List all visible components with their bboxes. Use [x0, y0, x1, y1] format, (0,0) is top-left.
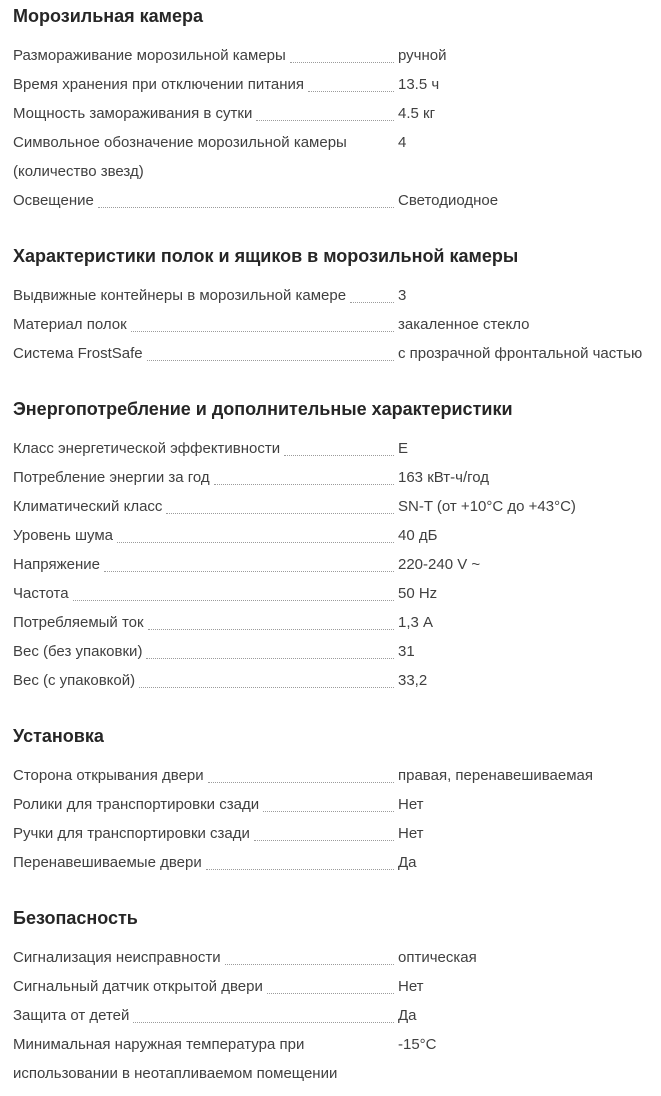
spec-label: Потребление энергии за год: [13, 469, 210, 486]
spec-label-cell: [13, 790, 398, 819]
spec-label: Сигнализация неисправности: [13, 949, 221, 966]
spec-value: правая, перенавешиваемая: [398, 767, 593, 784]
spec-label-cell: [13, 521, 398, 550]
spec-value: с прозрачной фронтальной частью: [398, 345, 643, 362]
spec-label-cell: [13, 281, 398, 310]
spec-label-cell: [13, 492, 398, 521]
spec-label: Перенавешиваемые двери: [13, 854, 202, 871]
dotted-leader: [146, 658, 394, 659]
dotted-leader: [290, 62, 394, 63]
spec-label: Время хранения при отключении питания: [13, 76, 305, 93]
spec-label-cell: [13, 186, 398, 215]
spec-value: Да: [398, 854, 417, 871]
spec-label: Мощность замораживания в сутки: [13, 105, 253, 122]
spec-value: Нет: [398, 825, 424, 842]
spec-row: [13, 943, 650, 972]
dotted-leader: [148, 629, 394, 630]
dotted-leader: [166, 513, 394, 514]
spec-label: Символьное обозначение морозильной камеры (количество звезд): [13, 134, 347, 180]
spec-row: [13, 761, 650, 790]
spec-label-cell: [13, 70, 398, 99]
spec-label-cell: [13, 637, 398, 666]
spec-value: Нет: [398, 978, 424, 995]
spec-label-cell: [13, 666, 398, 695]
spec-label: Защита от детей: [13, 1007, 130, 1024]
spec-label-cell: [13, 972, 398, 1001]
dotted-leader: [284, 455, 394, 456]
dotted-leader: [208, 782, 394, 783]
spec-label-cell: [13, 550, 398, 579]
spec-label: Частота: [13, 585, 69, 602]
spec-label-cell: [13, 1001, 398, 1030]
spec-label: Климатический класс: [13, 498, 163, 515]
spec-label-cell: [13, 943, 398, 972]
spec-row: [13, 492, 650, 521]
spec-row: [13, 70, 650, 99]
section-title: Безопасность: [13, 908, 138, 928]
spec-value: -15°C: [398, 1036, 437, 1053]
spec-label: Вес (с упаковкой): [13, 672, 136, 689]
dotted-leader: [73, 600, 394, 601]
spec-row: [13, 1030, 650, 1088]
section-title: Установка: [13, 726, 104, 746]
spec-row: [13, 1001, 650, 1030]
dotted-leader: [206, 869, 394, 870]
spec-label: Потребляемый ток: [13, 614, 144, 631]
spec-value: 1,3 А: [398, 614, 434, 631]
spec-label-cell: [13, 41, 398, 70]
spec-row: [13, 579, 650, 608]
dotted-leader: [104, 571, 394, 572]
spec-label-cell: [13, 608, 398, 637]
spec-row: [13, 819, 650, 848]
dotted-leader: [131, 331, 394, 332]
spec-label: Вес (без упаковки): [13, 643, 143, 660]
spec-label: Ручки для транспортировки сзади: [13, 825, 250, 842]
spec-label-cell: [13, 761, 398, 790]
spec-row: [13, 281, 650, 310]
spec-label-cell: [13, 434, 398, 463]
spec-label: Освещение: [13, 192, 94, 209]
spec-label: Минимальная наружная температура при использовании в неотапливаемом помещении: [13, 1036, 338, 1082]
spec-row: [13, 463, 650, 492]
dotted-leader: [256, 120, 394, 121]
spec-value: 4.5 кг: [398, 105, 436, 122]
spec-value: ручной: [398, 47, 447, 64]
spec-value: 33,2: [398, 672, 428, 689]
spec-label: Уровень шума: [13, 527, 113, 544]
spec-value: закаленное стекло: [398, 316, 530, 333]
spec-label: Материал полок: [13, 316, 127, 333]
spec-label: Размораживание морозильной камеры: [13, 47, 286, 64]
spec-row: [13, 521, 650, 550]
section-title: Энергопотребление и дополнительные характеристики: [13, 399, 513, 419]
dotted-leader: [133, 1022, 394, 1023]
dotted-leader: [214, 484, 394, 485]
dotted-leader: [147, 360, 394, 361]
spec-label-cell: [13, 310, 398, 339]
spec-value: SN-T (от +10°C до +43°C): [398, 498, 576, 515]
spec-value: 220-240 V ~: [398, 556, 481, 573]
spec-row: [13, 41, 650, 70]
dotted-leader: [308, 91, 394, 92]
spec-label-cell: [13, 848, 398, 877]
spec-value: E: [398, 440, 409, 457]
spec-row: [13, 339, 650, 368]
dotted-leader: [267, 993, 394, 994]
section-title: Морозильная камера: [13, 6, 203, 26]
spec-value: Нет: [398, 796, 424, 813]
dotted-leader: [263, 811, 394, 812]
dotted-leader: [225, 964, 394, 965]
spec-value: 3: [398, 287, 407, 304]
spec-label: Выдвижные контейнеры в морозильной камере: [13, 287, 347, 304]
spec-label: Сторона открывания двери: [13, 767, 204, 784]
spec-value: 31: [398, 643, 415, 660]
spec-row: [13, 186, 650, 215]
spec-value: 40 дБ: [398, 527, 438, 544]
dotted-leader: [98, 207, 394, 208]
spec-label-cell: [13, 1030, 398, 1088]
spec-label: Напряжение: [13, 556, 100, 573]
spec-label: Сигнальный датчик открытой двери: [13, 978, 263, 995]
spec-value: 163 кВт-ч/год: [398, 469, 490, 486]
spec-label: Система FrostSafe: [13, 345, 143, 362]
dotted-leader: [254, 840, 394, 841]
spec-row: [13, 790, 650, 819]
spec-row: [13, 310, 650, 339]
spec-row: [13, 99, 650, 128]
spec-value: 4: [398, 134, 407, 151]
spec-row: [13, 128, 650, 186]
spec-label-cell: [13, 99, 398, 128]
spec-value: Светодиодное: [398, 192, 499, 209]
spec-row: [13, 434, 650, 463]
spec-label-cell: [13, 463, 398, 492]
spec-label: Класс энергетической эффективности: [13, 440, 281, 457]
section-title: Характеристики полок и ящиков в морозильной камеры: [13, 246, 519, 266]
spec-value: оптическая: [398, 949, 477, 966]
spec-row: [13, 637, 650, 666]
spec-row: [13, 550, 650, 579]
spec-row: [13, 972, 650, 1001]
spec-row: [13, 848, 650, 877]
spec-label-cell: [13, 128, 398, 186]
spec-label-cell: [13, 819, 398, 848]
spec-row: [13, 608, 650, 637]
spec-value: 13.5 ч: [398, 76, 440, 93]
dotted-leader: [117, 542, 394, 543]
spec-label: Ролики для транспортировки сзади: [13, 796, 260, 813]
dotted-leader: [139, 687, 394, 688]
dotted-leader: [350, 302, 394, 303]
spec-value: Да: [398, 1007, 417, 1024]
spec-sections: [13, 6, 650, 1088]
spec-label-cell: [13, 579, 398, 608]
spec-label-cell: [13, 339, 398, 368]
spec-value: 50 Hz: [398, 585, 438, 602]
spec-row: [13, 666, 650, 695]
